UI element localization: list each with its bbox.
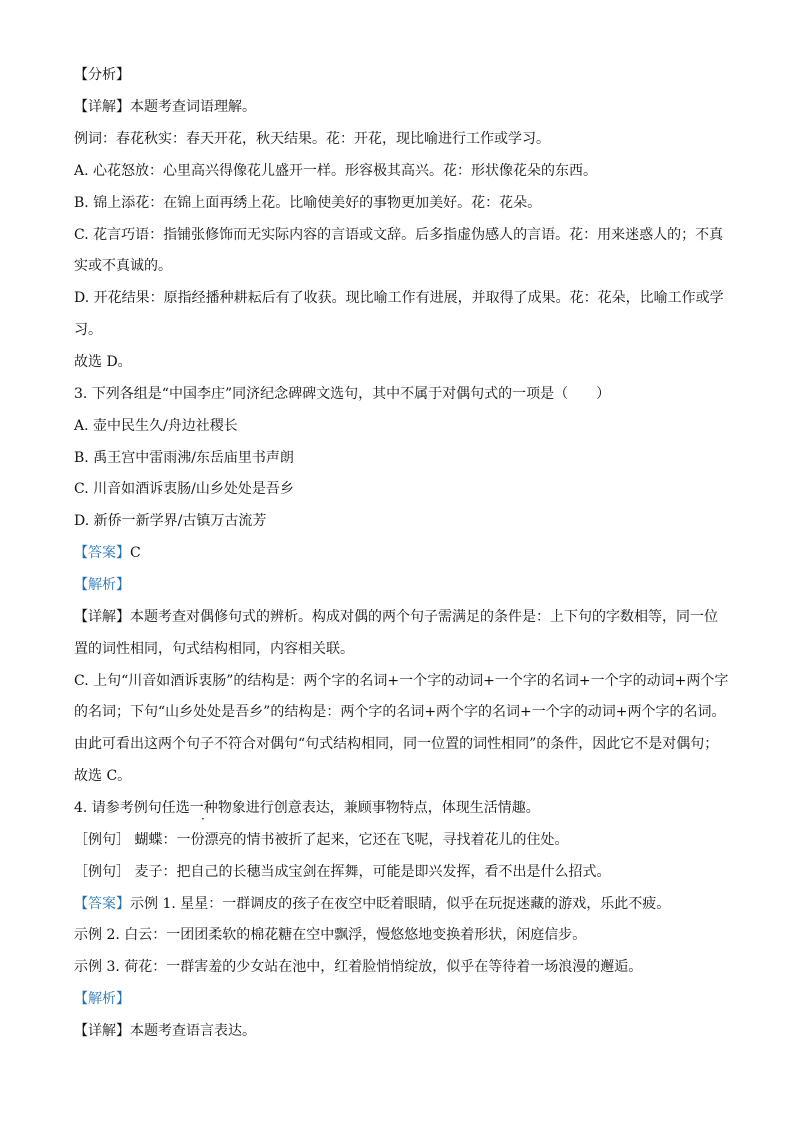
example-sentence-2: ［例句］ 麦子：把自己的长穗当成宝剑在挥舞，可能是即兴发挥，看不出是什么招式。 <box>74 864 611 880</box>
option-d-explanation: D. 开花结果：原指经播种耕耘后有了收获。现比喻工作有进展，并取得了成果。花：花朵，比喻工作或学 <box>74 290 724 306</box>
heading-analysis: 【分析】 <box>74 67 130 83</box>
q4-answer-row <box>74 895 723 913</box>
q3-answer-choice: 故选 C。 <box>74 768 132 784</box>
question-4-part1: 4. 请参考例句任选 <box>74 800 190 816</box>
question-3-option-a: A. 壶中民生久/舟边社稷长 <box>74 418 238 434</box>
option-b-explanation: B. 锦上添花：在锦上面再绣上花。比喻使美好的事物更加美好。花：花朵。 <box>74 195 542 211</box>
q3-detail-c-1: C. 上句“川音如酒诉衷肠”的结构是：两个字的名词+一个字的动词+一个字的名词+一个字的动词+两个字 <box>74 673 729 689</box>
question-4-emphasis: 一种 <box>189 800 218 816</box>
answer-value: C <box>130 545 141 561</box>
q4-analysis-label: 【解析】 <box>74 991 130 1007</box>
answer-choice: 故选 D。 <box>74 354 132 370</box>
question-3-option-c: C. 川音如酒诉衷肠/山乡处处是吾乡 <box>74 481 294 497</box>
detail-intro: 【详解】本题考查词语理解。 <box>74 99 256 115</box>
option-d-explanation-cont: 习。 <box>74 322 102 338</box>
option-c-explanation: C. 花言巧语：指铺张修饰而无实际内容的言语或文辞。后多指虚伪感人的言语。花：用来迷惑人的；不真 <box>74 227 724 243</box>
example-sentence-1: ［例句］ 蝴蝶：一份漂亮的情书被折了起来，它还在飞呢，寻找着花儿的住处。 <box>74 832 569 848</box>
q3-detail-cont: 置的词性相同，句式结构相同，内容相关联。 <box>74 641 354 657</box>
question-4-part2: 物象进行创意表达，兼顾事物特点，体现生活情趣。 <box>217 800 540 816</box>
q3-detail-c-2: 的名词；下句“山乡处处是吾乡”的结构是：两个字的名词+两个字的名词+一个字的动词+两个字的名词。 <box>74 704 726 720</box>
analysis-label: 【解析】 <box>74 577 130 593</box>
q4-answer-label: 【答案】 <box>74 896 130 912</box>
q3-detail-c-3: 由此可看出这两个句子不符合对偶句“句式结构相同，同一位置的词性相同”的条件，因此它不是对偶句； <box>74 736 719 752</box>
option-c-explanation-cont: 实或不真诚的。 <box>74 258 172 274</box>
q4-sample-1: 示例 1. 星星：一群调皮的孩子在夜空中眨着眼睛，似乎在玩捉迷藏的游戏，乐此不疲。 <box>130 896 671 912</box>
question-4-stem <box>74 799 723 817</box>
question-3-stem: 3. 下列各组是“中国李庄”同济纪念碑碑文选句，其中不属于对偶句式的一项是（ ） <box>74 386 611 402</box>
question-3-option-b: B. 禹王宫中雷雨沸/东岳庙里书声朗 <box>74 450 294 466</box>
question-3-option-d: D. 新侨一新学界/古镇万古流芳 <box>74 513 267 529</box>
answer-label: 【答案】 <box>74 545 130 561</box>
q4-sample-2: 示例 2. 白云：一团团柔软的棉花糖在空中飘浮，慢悠悠地变换着形状，闲庭信步。 <box>74 927 587 943</box>
q3-detail: 【详解】本题考查对偶修句式的辨析。构成对偶的两个句子需满足的条件是：上下句的字数相等，同一位 <box>74 609 718 625</box>
answer-row <box>74 544 723 562</box>
q4-detail: 【详解】本题考查语言表达。 <box>74 1023 256 1039</box>
q4-sample-3: 示例 3. 荷花：一群害羞的少女站在池中，红着脸悄悄绽放，似乎在等待着一场浪漫的邂逅。 <box>74 959 643 975</box>
example-word: 例词：春花秋实：春天开花，秋天结果。花：开花，现比喻进行工作或学习。 <box>74 131 550 147</box>
option-a-explanation: A. 心花怒放：心里高兴得像花儿盛开一样。形容极其高兴。花：形状像花朵的东西。 <box>74 163 598 179</box>
